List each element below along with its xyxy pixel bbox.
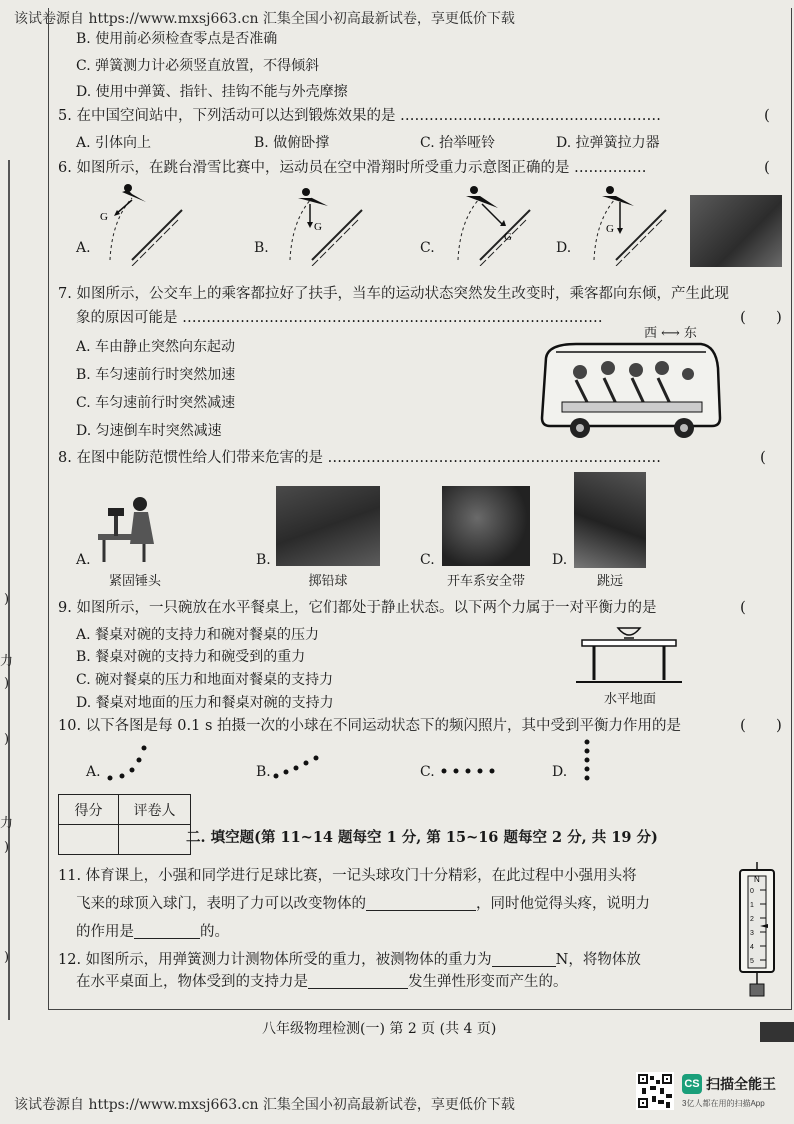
q6-option-d: D. (556, 240, 572, 256)
q4-option-b: B. 使用前必须检查零点是否准确 (76, 31, 278, 47)
qr-code-icon (636, 1072, 674, 1110)
scanner-logo: CS (682, 1074, 702, 1094)
q5-option-b: B. 做俯卧撑 (254, 135, 330, 151)
strobe-dots-d (580, 738, 594, 786)
q12-line1: 12. 如图所示，用弹簧测力计测物体所受的重力，被测物体的重力为 N，将物体放 (58, 952, 641, 968)
q9-stem: 9. 如图所示，一只碗放在水平餐桌上，它们都处于静止状态。以下两个力属于一对平衡力的是 (58, 600, 657, 616)
seatbelt-photo (442, 486, 530, 566)
ski-jump-diagram-c (440, 180, 540, 266)
ground-label: 水平地面 (603, 692, 656, 707)
q10-option-a: A. (86, 764, 101, 780)
long-jump-photo (574, 472, 646, 568)
q12-line2: 在水平桌面上，物体受到的支持力是 发生弹性形变而产生的。 (76, 974, 568, 990)
hammer-illustration (96, 484, 168, 568)
gravity-label: G (100, 211, 108, 223)
section-title: 二. 填空题(第 11~14 题每空 1 分, 第 15~16 题每空 2 分, 共 19 分) (186, 829, 658, 846)
corner-mark (760, 1022, 794, 1042)
q10-option-c: C. (420, 764, 435, 780)
q7-paren-close: ) (776, 308, 782, 326)
binding-line (8, 160, 10, 1020)
q7-option-c: C. 车匀速前行时突然减速 (76, 395, 236, 411)
score-header: 得分 (59, 795, 119, 825)
q9-paren: ( (740, 598, 746, 616)
q7-option-a: A. 车由静止突然向东起动 (76, 339, 236, 355)
ski-jump-diagram-b (272, 180, 372, 266)
margin-fragment: ) (4, 950, 10, 965)
q10-paren-close: ) (776, 716, 782, 734)
q12-blank-1[interactable] (492, 951, 556, 967)
q8-caption-d: 跳远 (596, 574, 623, 589)
q11-line2: 飞来的球顶入球门，表明了力可以改变物体的 ，同时他觉得头疼，说明力 (76, 896, 650, 912)
scanner-tagline: 3亿人都在用的扫描App (682, 1099, 765, 1108)
q10-stem: 10. 以下各图是每 0.1 s 拍摄一次的小球在不同运动状态下的频闪照片，其中受到平衡力作用的是 (58, 718, 681, 734)
q7-option-d: D. 匀速倒车时突然减速 (76, 423, 222, 439)
q7-stem-line1: 7. 如图所示，公交车上的乘客都拉好了扶手，当车的运动状态突然发生改变时，乘客都向东倾，产生此现 (58, 286, 729, 302)
q9-option-d: D. 餐桌对地面的压力和餐桌对碗的支持力 (76, 695, 334, 711)
q5-option-a: A. 引体向上 (76, 135, 152, 151)
bus-illustration (536, 338, 726, 440)
q11-blank-2[interactable] (134, 923, 200, 939)
q5-option-c: C. 抬举哑铃 (420, 135, 496, 151)
svg-text:0: 0 (750, 888, 754, 895)
q9-option-a: A. 餐桌对碗的支持力和碗对餐桌的压力 (76, 627, 320, 643)
margin-fragment: ) (4, 676, 10, 691)
margin-fragment: 力 (0, 816, 14, 831)
q10-option-b: B. (256, 764, 271, 780)
source-header: 该试卷源自 https://www.mxsj663.cn 汇集全国小初高最新试卷，享更低价下载 (14, 11, 515, 27)
svg-text:5: 5 (750, 958, 754, 965)
ski-jump-diagram-d (576, 180, 676, 266)
page-footer: 八年级物理检测(一) 第 2 页 (共 4 页) (262, 1021, 497, 1037)
margin-fragment: ) (4, 592, 10, 607)
svg-text:G: G (504, 231, 512, 243)
ski-photo (690, 195, 782, 267)
margin-fragment: ) (4, 840, 10, 855)
q6-option-b: B. (254, 240, 269, 256)
q6-option-c: C. (420, 240, 435, 256)
q11-line3: 的作用是 的。 (76, 924, 229, 940)
svg-text:G: G (314, 221, 322, 233)
q8-option-b: B. (256, 552, 271, 568)
q8-stem: 8. 在图中能防范惯性给人们带来危害的是 …………………………………………………………… (58, 450, 662, 466)
source-footer: 该试卷源自 https://www.mxsj663.cn 汇集全国小初高最新试卷，享更低价下载 (14, 1097, 515, 1113)
q12-blank-2[interactable] (308, 973, 408, 989)
score-table (58, 794, 191, 855)
svg-text:2: 2 (750, 916, 754, 923)
q7-paren: ( (740, 308, 746, 326)
grader-header: 评卷人 (119, 795, 191, 825)
strobe-dots-a (104, 742, 154, 784)
q7-stem-line2: 象的原因可能是 …………………………………………………………………………… (76, 310, 603, 326)
scanner-name: 扫描全能王 (706, 1076, 776, 1092)
strobe-dots-c (440, 764, 500, 778)
ski-jump-diagram-a (92, 180, 192, 266)
q9-option-c: C. 碗对餐桌的压力和地面对餐桌的支持力 (76, 672, 334, 688)
q11-line1: 11. 体育课上，小强和同学进行足球比赛，一记头球攻门十分精彩，在此过程中小强用头将 (58, 868, 637, 884)
q8-paren: ( (760, 448, 766, 466)
q8-caption-c: 开车系安全带 (446, 574, 525, 589)
svg-text:G: G (606, 223, 614, 235)
score-cell[interactable] (59, 825, 119, 855)
q10-option-d: D. (552, 764, 568, 780)
q5-option-d: D. 拉弹簧拉力器 (556, 135, 660, 151)
margin-fragment: 力 (0, 654, 14, 669)
direction-label: 西 ⟷ 东 (644, 326, 697, 341)
scale-unit: N (754, 875, 760, 884)
q11-blank-1[interactable] (366, 895, 476, 911)
q8-option-d: D. (552, 552, 568, 568)
q6-stem: 6. 如图所示，在跳台滑雪比赛中，运动员在空中滑翔时所受重力示意图正确的是 …………… (58, 160, 647, 176)
q7-option-b: B. 车匀速前行时突然加速 (76, 367, 236, 383)
svg-text:3: 3 (750, 930, 754, 937)
q8-option-c: C. (420, 552, 435, 568)
svg-text:4: 4 (750, 944, 754, 951)
margin-fragment: ) (4, 732, 10, 747)
q5-paren: ( (764, 106, 770, 124)
q8-caption-a: 紧固锤头 (108, 574, 161, 589)
q8-option-a: A. (76, 552, 91, 568)
q4-option-d: D. 使用中弹簧、指针、挂钩不能与外壳摩擦 (76, 84, 348, 100)
q10-paren: ( (740, 716, 746, 734)
q8-caption-b: 掷铅球 (308, 574, 348, 589)
q6-option-a: A. (76, 240, 91, 256)
q4-option-c: C. 弹簧测力计必须竖直放置，不得倾斜 (76, 58, 320, 74)
q5-stem: 5. 在中国空间站中，下列活动可以达到锻炼效果的是 ……………………………………………… (58, 108, 662, 124)
q6-paren: ( (764, 158, 770, 176)
bowl-table-diagram (574, 620, 684, 686)
shot-put-photo (276, 486, 380, 566)
grader-cell[interactable] (119, 825, 191, 855)
svg-text:1: 1 (750, 902, 754, 909)
spring-scale-diagram (734, 862, 780, 998)
strobe-dots-b (272, 752, 322, 782)
q9-option-b: B. 餐桌对碗的支持力和碗受到的重力 (76, 649, 306, 665)
